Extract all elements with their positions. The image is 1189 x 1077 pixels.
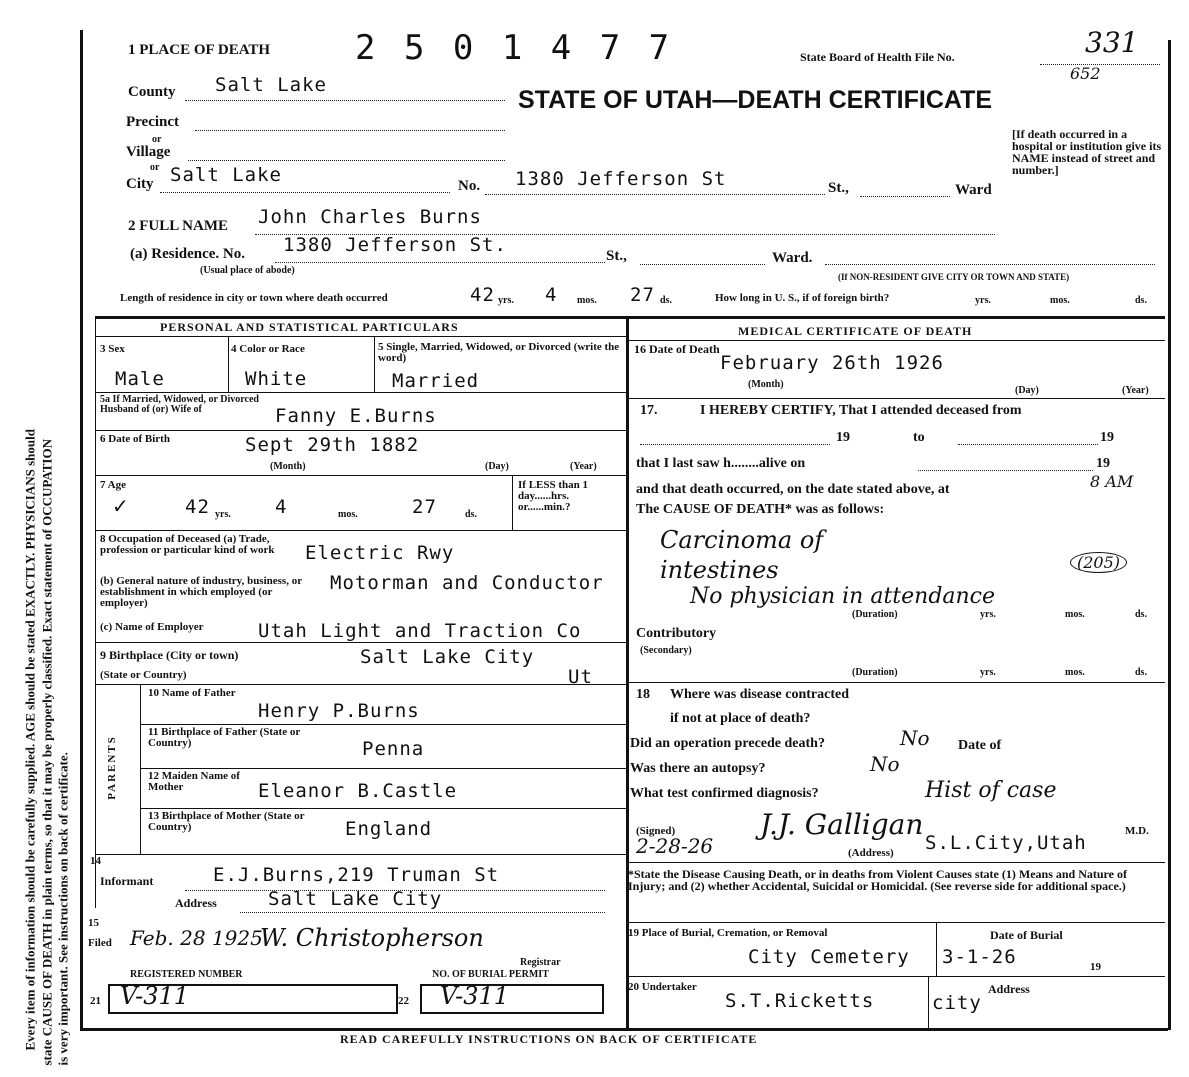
age-yrs: 42 (185, 496, 210, 518)
registrar-signature: W. Christopherson (260, 924, 484, 952)
ward-line (860, 196, 950, 197)
residence-label: (a) Residence. No. (130, 246, 245, 262)
undertaker-label: 20 Undertaker (628, 981, 697, 993)
marital-label: 5 Single, Married, Widowed, or Divorced (write the word) (378, 341, 620, 364)
color-label: 4 Color or Race (231, 343, 305, 355)
row-rule-2 (95, 430, 626, 431)
residence-ward-line2 (825, 264, 1155, 265)
last-saw-19: 19 (1096, 456, 1110, 471)
death-month-label: (Month) (748, 379, 784, 390)
residence-line (275, 262, 605, 263)
medical-rule-4 (628, 922, 1165, 923)
age-mos: 4 (275, 496, 288, 518)
us-mos-label: mos. (1050, 295, 1070, 306)
spouse-value: Fanny E.Burns (275, 405, 437, 427)
spouse-label: 5a If Married, Widowed, or Divorced Husband of (or) Wife of (100, 394, 259, 415)
read-instructions-note: READ CAREFULLY INSTRUCTIONS ON BACK OF CERTIFICATE (340, 1032, 758, 1046)
medical-rule-1 (628, 398, 1165, 399)
autopsy-answer: No (870, 752, 900, 776)
duration-mos-2: mos. (1065, 667, 1085, 678)
row-rule-3 (95, 475, 626, 476)
burial-place-label: 19 Place of Burial, Cremation, or Removal (628, 927, 828, 939)
section-top-rule (95, 316, 1165, 319)
medical-rule-3 (628, 862, 1165, 863)
item-21: 21 (90, 995, 101, 1007)
age-yrs-label: yrs. (215, 509, 231, 520)
employer-value: Utah Light and Traction Co (258, 620, 582, 642)
burial-date-divider (936, 922, 937, 977)
item-14: 14 (90, 855, 101, 867)
row-rule-5 (95, 642, 626, 643)
occupation-value: Electric Rwy (305, 542, 455, 564)
duration-ds-2: ds. (1135, 667, 1147, 678)
length-mos-label: mos. (577, 295, 597, 306)
duration-mos-1: mos. (1065, 609, 1085, 620)
file-no-sub: 652 (1070, 64, 1101, 83)
us-ds-label: ds. (1135, 295, 1147, 306)
row-rule-4 (95, 530, 626, 531)
if-not-place: if not at place of death? (670, 711, 811, 726)
father-value: Henry P.Burns (258, 700, 420, 722)
certificate-number: 2 5 0 1 4 7 7 (355, 28, 674, 68)
physician-address-label: (Address) (848, 847, 894, 859)
residence-ward-line (640, 264, 765, 265)
age-ds: 27 (412, 496, 437, 518)
row-rule-1 (95, 392, 626, 393)
residence-ward-label: Ward. (772, 250, 813, 266)
burial-date-19: 19 (1090, 961, 1101, 973)
certificate-title: STATE OF UTAH—DEATH CERTIFICATE (518, 86, 993, 114)
birthplace-value: Salt Lake City (360, 646, 535, 668)
disease-contracted: Where was disease contracted (670, 687, 849, 702)
hospital-note: [If death occurred in a hospital or institution give its NAME instead of street and number.] (1012, 127, 1162, 177)
birthplace-state-label: (State or Country) (100, 669, 187, 681)
date-of-death-value: February 26th 1926 (720, 352, 944, 374)
duration-yrs-2: yrs. (980, 667, 996, 678)
county-line (185, 100, 505, 101)
usual-place: (Usual place of abode) (200, 265, 295, 276)
file-no-label: State Board of Health File No. (800, 50, 955, 64)
margin-line-2: state CAUSE OF DEATH in plain terms, so that it may be properly classified. Exact statement of OCCUPATION (39, 439, 55, 1066)
duration-yrs-1: yrs. (980, 609, 996, 620)
nature-value: Motorman and Conductor (330, 572, 604, 594)
age-ds-label: ds. (465, 509, 477, 520)
length-ds-label: ds. (660, 295, 672, 306)
burial-permit-value: V-311 (440, 982, 510, 1010)
medical-title-rule (628, 340, 1165, 341)
medical-rule-5 (628, 976, 1165, 977)
md-label: M.D. (1125, 825, 1149, 837)
if-less-divider (512, 475, 513, 530)
margin-instructions (0, 0, 80, 1077)
date-of-death-label: 16 Date of Death (634, 342, 720, 356)
contributory-label: Contributory (636, 626, 717, 641)
row-rule-6 (95, 684, 626, 685)
burial-place-value: City Cemetery (748, 946, 910, 968)
if-less-label: If LESS than 1 day......hrs. or......min.? (518, 479, 589, 513)
mother-birthplace-value: England (345, 818, 433, 840)
signed-date: 2-28-26 (636, 834, 714, 858)
duration-ds-1: ds. (1135, 609, 1147, 620)
color-value: White (245, 368, 308, 390)
burial-permit-label: NO. OF BURIAL PERMIT (432, 969, 549, 980)
undertaker-address-label: Address (988, 982, 1030, 996)
occupation-label: 8 Occupation of Deceased (a) Trade, profession or particular kind of work (100, 533, 275, 556)
informant-label: Informant (100, 874, 154, 888)
informant-address-label: Address (175, 896, 217, 910)
place-of-death-label: 1 PLACE OF DEATH (128, 42, 271, 58)
employer-label: (c) Name of Employer (100, 621, 204, 633)
sex-value: Male (115, 368, 165, 390)
precinct-line (195, 130, 505, 131)
autopsy-question: Was there an autopsy? (630, 761, 766, 776)
length-mos: 4 (545, 284, 558, 306)
dob-year-label: (Year) (570, 461, 597, 472)
left-border (80, 30, 83, 1030)
dob-month-label: (Month) (270, 461, 306, 472)
nature-label: (b) General nature of industry, business, or establishment in which employed (or employer) (100, 575, 302, 609)
last-saw-text: that I last saw h........alive on (636, 456, 806, 471)
burial-date-label: Date of Burial (990, 928, 1063, 942)
death-day-label: (Day) (1015, 385, 1039, 396)
item-22: 22 (398, 995, 409, 1007)
occurred-text: and that death occurred, on the date stated above, at (636, 482, 950, 497)
parents-label: PARENTS (105, 735, 118, 800)
father-label: 10 Name of Father (148, 687, 236, 699)
undertaker-value: S.T.Ricketts (725, 990, 875, 1012)
registrar-label: Registrar (520, 957, 561, 968)
cause-code: (205) (1070, 552, 1127, 573)
test-question: What test confirmed diagnosis? (630, 786, 819, 801)
father-birthplace-label: 11 Birthplace of Father (State or Country) (148, 726, 301, 749)
attended-19b: 19 (1100, 430, 1114, 445)
color-marital-divider (374, 336, 375, 392)
burial-date-value: 3-1-26 (942, 946, 1017, 968)
cause-label: The CAUSE OF DEATH* was as follows: (636, 502, 885, 517)
mother-label: 12 Maiden Name of Mother (148, 770, 240, 793)
length-ds: 27 (630, 284, 655, 306)
personal-section-title: PERSONAL AND STATISTICAL PARTICULARS (160, 320, 459, 334)
city-label: City (126, 176, 154, 192)
nonresident-note: (If NON-RESIDENT GIVE CITY OR TOWN AND STATE) (838, 272, 1070, 282)
margin-line-3: is very important. See instructions on back of certificate. (55, 752, 71, 1066)
age-check: ✓ (112, 494, 129, 518)
duration-label-2: (Duration) (852, 667, 898, 678)
medical-rule-2 (628, 682, 1165, 683)
length-yrs-label: yrs. (498, 295, 514, 306)
or-2: or (150, 162, 160, 173)
no-label: No. (458, 178, 481, 194)
no-value: 1380 Jefferson St (515, 168, 727, 190)
informant-address-value: Salt Lake City (268, 888, 443, 910)
operation-answer: No (900, 726, 930, 750)
cause-line-1: Carcinoma of (660, 526, 824, 554)
sex-label: 3 Sex (100, 343, 125, 355)
marital-value: Married (392, 370, 480, 392)
no-line (485, 194, 825, 195)
bottom-border (80, 1028, 1168, 1031)
dob-value: Sept 29th 1882 (245, 434, 420, 456)
parents-rule-4 (95, 854, 626, 855)
personal-title-rule (95, 336, 626, 337)
signed-label: (Signed) (636, 825, 676, 837)
item-17: 17. (640, 403, 658, 418)
death-year-label: (Year) (1122, 385, 1149, 396)
how-long-us: How long in U. S., if of foreign birth? (715, 292, 890, 304)
mother-birthplace-label: 13 Birthplace of Mother (State or Country) (148, 810, 305, 833)
age-label: 7 Age (100, 479, 126, 491)
parents-rule-1 (140, 724, 626, 725)
sex-color-divider (228, 336, 229, 392)
physician-address-value: S.L.City,Utah (925, 832, 1087, 854)
undertaker-address-value: city (932, 992, 982, 1014)
age-mos-label: mos. (338, 509, 358, 520)
medical-section-title: MEDICAL CERTIFICATE OF DEATH (738, 324, 973, 338)
cause-footnote: *State the Disease Causing Death, or in deaths from Violent Causes state (1) Means and Nature of Injury; and (2) whether Accidental, Suicidal or Homicidal. (See reverse side for additional space.) (628, 867, 1127, 893)
city-value: Salt Lake (170, 164, 282, 186)
residence-value: 1380 Jefferson St. (283, 234, 507, 256)
filed-value: Feb. 28 1925 (130, 926, 263, 950)
village-label: Village (126, 144, 171, 160)
precinct-label: Precinct (126, 114, 180, 130)
informant-address-line (240, 912, 605, 913)
ward-label: Ward (955, 182, 992, 198)
father-birthplace-value: Penna (362, 738, 425, 760)
parents-rule-2 (140, 768, 626, 769)
parents-divider (140, 684, 141, 854)
margin-line-1: Every item of information should be carefully supplied. AGE should be stated EXACTLY. PHYSICIANS should (22, 429, 38, 1051)
county-value: Salt Lake (215, 74, 327, 96)
item-15: 15 (88, 917, 99, 929)
attended-from-line (640, 444, 830, 445)
item-18: 18 (636, 687, 650, 702)
parents-rule-3 (140, 808, 626, 809)
attended-19a: 19 (836, 430, 850, 445)
test-answer: Hist of case (925, 778, 1057, 803)
birthplace-state-value: Ut (568, 666, 593, 688)
duration-label-1: (Duration) (852, 609, 898, 620)
dob-day-label: (Day) (485, 461, 509, 472)
city-line (160, 192, 450, 193)
registered-number-value: V-311 (120, 982, 190, 1010)
left-panel-border (95, 318, 96, 908)
length-yrs: 42 (470, 284, 495, 306)
mother-value: Eleanor B.Castle (258, 780, 458, 802)
attended-to-label: to (913, 430, 925, 445)
secondary-label: (Secondary) (640, 645, 692, 656)
birthplace-label: 9 Birthplace (City or town) (100, 648, 239, 662)
cause-line-3: No physician in attendance (690, 584, 996, 609)
or-1: or (152, 134, 162, 145)
last-saw-line (918, 470, 1093, 471)
length-label: Length of residence in city or town where death occurred (120, 292, 388, 304)
dob-label: 6 Date of Birth (100, 433, 170, 445)
county-label: County (128, 84, 176, 100)
village-line (188, 160, 505, 161)
certify-text: I HEREBY CERTIFY, That I attended deceased from (700, 403, 1022, 418)
full-name-label: 2 FULL NAME (128, 218, 229, 234)
registered-number-label: REGISTERED NUMBER (130, 969, 243, 980)
st-label: St., (828, 180, 849, 196)
residence-st-label: St., (606, 248, 627, 264)
operation-question: Did an operation precede death? (630, 736, 825, 751)
cause-line-2: intestines (660, 556, 779, 584)
attended-to-line (958, 444, 1098, 445)
file-no-value: 331 (1085, 26, 1139, 59)
undertaker-divider (928, 976, 929, 1028)
us-yrs-label: yrs. (975, 295, 991, 306)
informant-value: E.J.Burns,219 Truman St (213, 864, 500, 886)
physician-signature: J.J. Galligan (760, 808, 924, 841)
operation-date-label: Date of (958, 738, 1002, 753)
filed-label: Filed (88, 937, 112, 949)
right-border (1168, 40, 1171, 1030)
occurred-time: 8 AM (1090, 472, 1134, 491)
full-name-value: John Charles Burns (258, 206, 482, 228)
